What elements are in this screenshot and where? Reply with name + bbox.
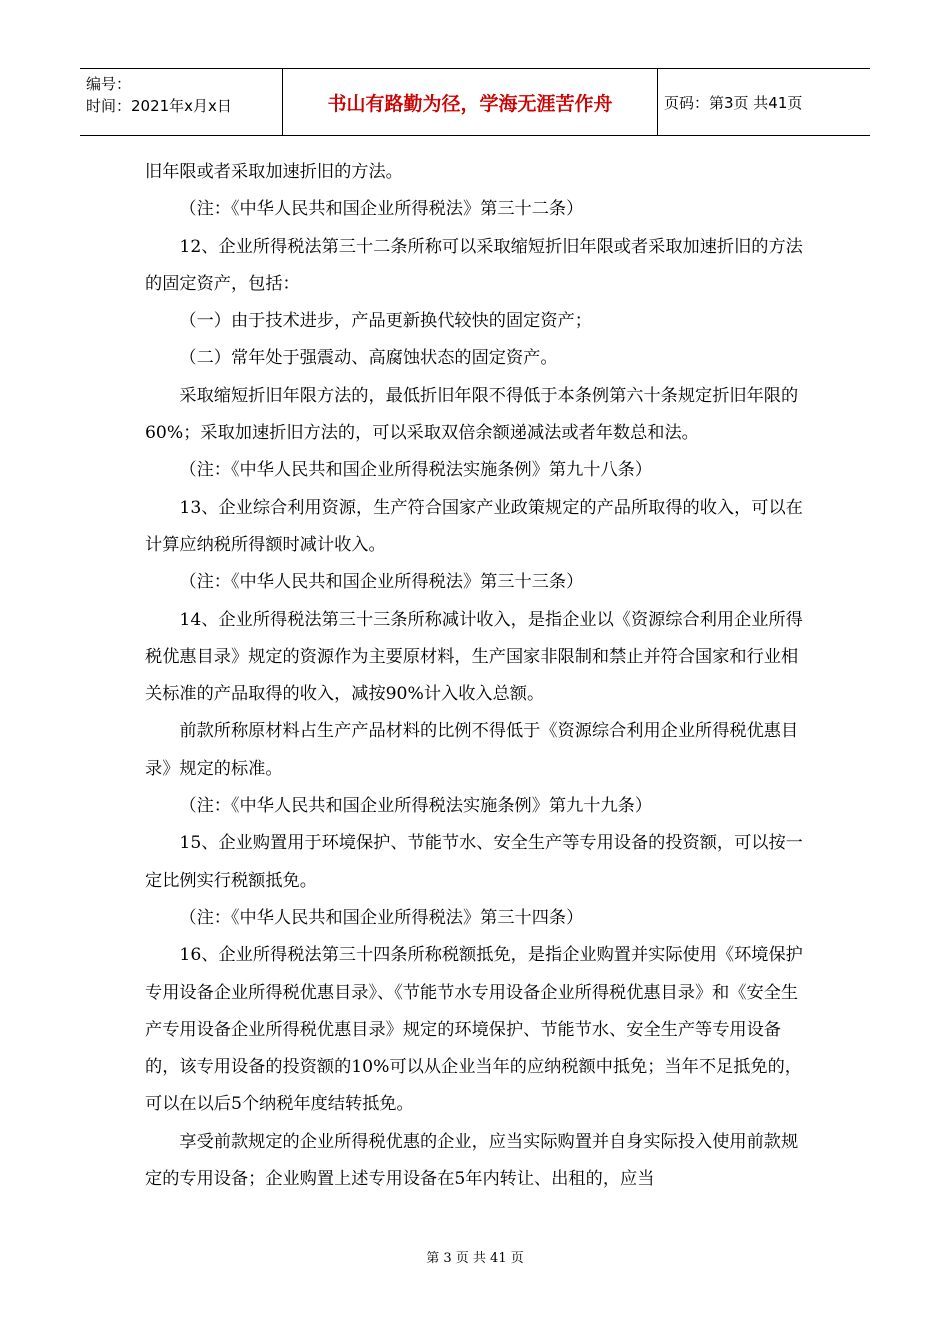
page-header	[80, 68, 870, 136]
paragraph: （注：《中华人民共和国企业所得税法》第三十二条）	[179, 199, 584, 220]
paragraph: 13、企业综合利用资源，生产符合国家产业政策规定的产品所取得的收入，可以在计算应纳税所得额时减计收入。	[145, 497, 803, 555]
paragraph: 12、企业所得税法第三十二条所称可以采取缩短折旧年限或者采取加速折旧的方法的固定资产，包括：	[145, 236, 803, 294]
footer-page-number: 第 3 页 共 41 页	[426, 1251, 524, 1266]
paragraph: 享受前款规定的企业所得税优惠的企业，应当实际购置并自身实际投入使用前款规定的专用设备；企业购置上述专用设备在5年内转让、出租的，应当	[145, 1131, 799, 1190]
page-footer	[0, 1247, 950, 1266]
paragraph: （注：《中华人民共和国企业所得税法实施条例》第九十九条）	[179, 796, 653, 817]
header-page-label: 页码：第3页 共41页	[664, 93, 803, 112]
paragraph: 采取缩短折旧年限方法的，最低折旧年限不得低于本条例第六十条规定折旧年限的60%；采取加速折旧方法的，可以采取双倍余额递减法或者年数总和法。	[145, 385, 799, 444]
paragraph: （一）由于技术进步，产品更新换代较快的固定资产；	[179, 311, 592, 332]
header-motto: 书山有路勤为径，学海无涯苦作舟	[283, 69, 658, 135]
document-body	[145, 154, 813, 1198]
paragraph: （注：《中华人民共和国企业所得税法》第三十三条）	[179, 572, 584, 593]
paragraph: （二）常年处于强震动、高腐蚀状态的固定资产。	[179, 348, 558, 369]
paragraph: 15、企业购置用于环境保护、节能节水、安全生产等专用设备的投资额，可以按一定比例实行税额抵免。	[145, 833, 803, 891]
paragraph: 前款所称原材料占生产产品材料的比例不得低于《资源综合利用企业所得税优惠目录》规定的标准。	[145, 721, 799, 779]
document-date-label: 时间：2021年x月x日	[86, 97, 232, 115]
document-number-label: 编号：	[86, 75, 132, 93]
paragraph: 14、企业所得税法第三十三条所称减计收入，是指企业以《资源综合利用企业所得税优惠目录》规定的资源作为主要原材料，生产国家非限制和禁止并符合国家和行业相关标准的产品取得的收入，减按90%计入收入总额。	[145, 609, 803, 705]
paragraph: 16、企业所得税法第三十四条所称税额抵免，是指企业购置并实际使用《环境保护专用设备企业所得税优惠目录》、《节能节水专用设备企业所得税优惠目录》和《安全生产专用设备企业所得税优惠目录》规定的环境保护、节能节水、安全生产等专用设备的，该专用设备的投资额的10%可以从企业当年的应纳税额中抵免；当年不足抵免的，可以在以后5个纳税年度结转抵免。	[145, 945, 803, 1115]
paragraph: （注：《中华人民共和国企业所得税法实施条例》第九十八条）	[179, 460, 653, 481]
paragraph: 旧年限或者采取加速折旧的方法。	[145, 162, 403, 182]
paragraph: （注：《中华人民共和国企业所得税法》第三十四条）	[179, 907, 584, 928]
header-meta	[80, 69, 283, 135]
